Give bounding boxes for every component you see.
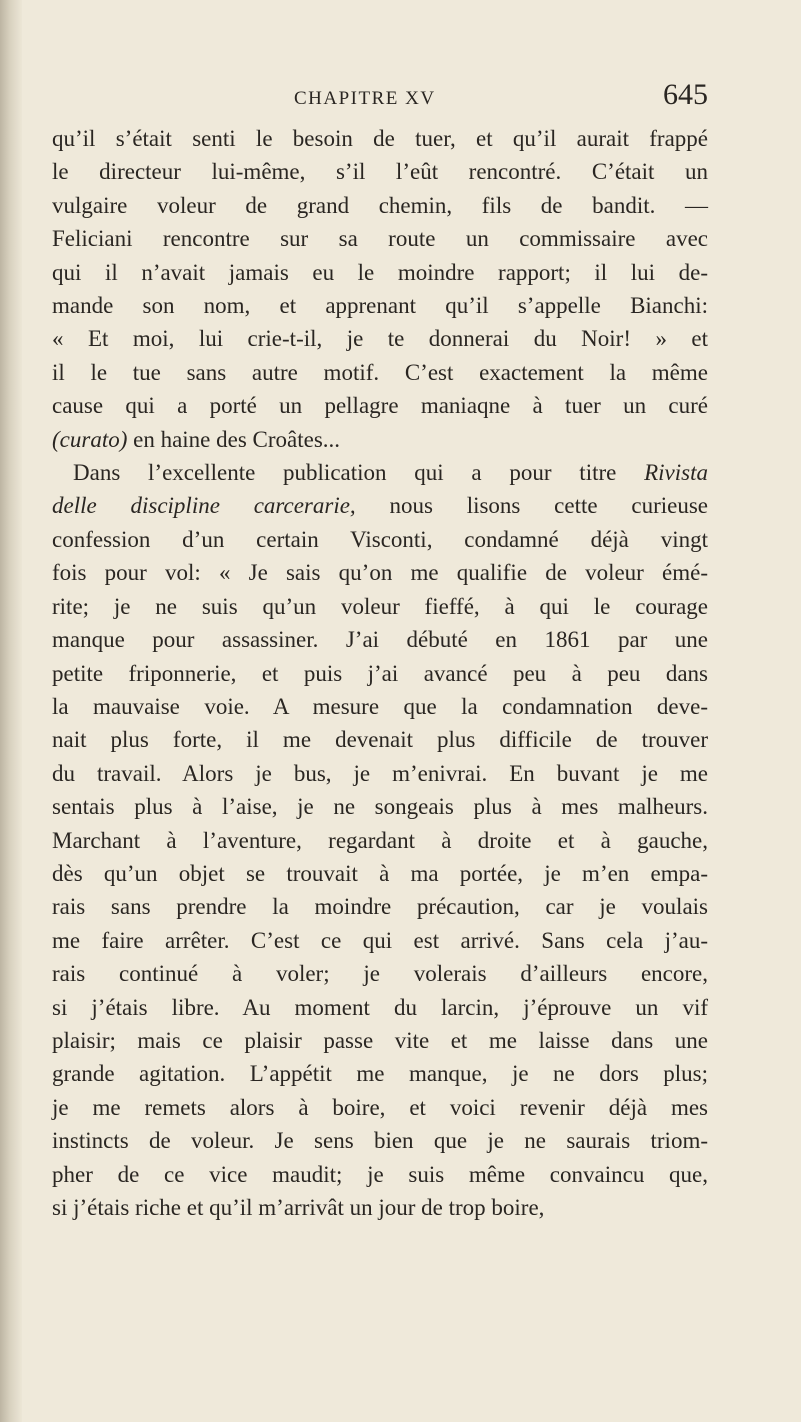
text-line: qui il n’avait jamais eu le moindre rapport; il lui de- (52, 259, 708, 285)
text-line: le directeur lui-même, s’il l’eût rencontré. C’était un (52, 159, 708, 185)
text-line: confession d’un certain Visconti, condamné déjà vingt (52, 526, 708, 552)
text-line: je me remets alors à boire, et voici revenir déjà mes (52, 1094, 708, 1120)
text-line (52, 456, 708, 489)
text-line: manque pour assassiner. J’ai débuté en 1861 par une (52, 627, 708, 653)
text-line: « Et moi, lui crie-t-il, je te donnerai du Noir! » et (52, 326, 708, 352)
text-line: rite; je ne suis qu’un voleur fieffé, à qui le courage (52, 593, 708, 619)
page-gutter-shadow (0, 0, 22, 1422)
text-line: instincts de voleur. Je sens bien que je ne saurais triom- (52, 1128, 708, 1154)
text-line: si j’étais libre. Au moment du larcin, j’éprouve un vif (52, 994, 708, 1020)
italic-title: (curato) (52, 426, 128, 452)
text-line: dès qu’un objet se trouvait à ma portée, je m’en empa- (52, 860, 708, 886)
running-head (52, 78, 708, 118)
text-line (52, 489, 708, 522)
text-segment: nous lisons cette curieuse (355, 493, 708, 519)
text-line: rais sans prendre la moindre précaution, car je voulais (52, 894, 708, 920)
text-line: du travail. Alors je bus, je m’enivrai. En buvant je me (52, 760, 708, 786)
italic-title: Rivista (644, 460, 708, 486)
text-segment: Dans l’excellente publication qui a pour titre (73, 460, 645, 486)
text-segment: en haine des Croâtes... (127, 426, 341, 452)
text-line: grande agitation. L’appétit me manque, je ne dors plus; (52, 1061, 708, 1087)
text-line: sentais plus à l’aise, je ne songeais plus à mes malheurs. (52, 794, 708, 820)
text-line: pher de ce vice maudit; je suis même convaincu que, (52, 1161, 708, 1187)
text-line: qu’il s’était senti le besoin de tuer, et qu’il aurait frappé (52, 126, 708, 151)
text-line: Marchant à l’aventure, regardant à droite et à gauche, (52, 827, 708, 853)
text-line: fois pour vol: « Je sais qu’on me qualifie de voleur émé- (52, 560, 708, 586)
chapter-title: CHAPITRE XV (294, 88, 436, 109)
italic-title: delle disciplinе carcerarie, (52, 493, 356, 519)
page-number: 645 (663, 78, 708, 111)
text-line: Feliciani rencontre sur sa route un commissaire avec (52, 226, 708, 252)
text-line: la mauvaise voie. A mesure que la condamnation deve- (52, 693, 708, 719)
text-line: si j’étais riche et qu’il m’arrivât un jour de trop boire, (52, 1195, 545, 1220)
text-line: petite friponnerie, et puis j’ai avancé peu à peu dans (52, 660, 708, 686)
text-line: nait plus forte, il me devenait plus difficile de trouver (52, 727, 708, 753)
text-line: plaisir; mais ce plaisir passe vite et me laisse dans une (52, 1027, 708, 1053)
text-line: me faire arrêter. C’est ce qui est arrivé. Sans cela j’au- (52, 927, 708, 953)
text-line (52, 423, 708, 456)
text-line: vulgaire voleur de grand chemin, fils de bandit. — (52, 192, 708, 218)
text-line: il le tue sans autre motif. C’est exactement la même (52, 359, 708, 385)
text-line: mande son nom, et apprenant qu’il s’appelle Bianchi: (52, 293, 708, 319)
text-line: rais continué à voler; je volerais d’ailleurs encore, (52, 961, 708, 987)
book-page (52, 78, 708, 1224)
body-text (52, 122, 708, 1224)
text-line: cause qui a porté un pellagre maniaqne à tuer un curé (52, 393, 708, 419)
